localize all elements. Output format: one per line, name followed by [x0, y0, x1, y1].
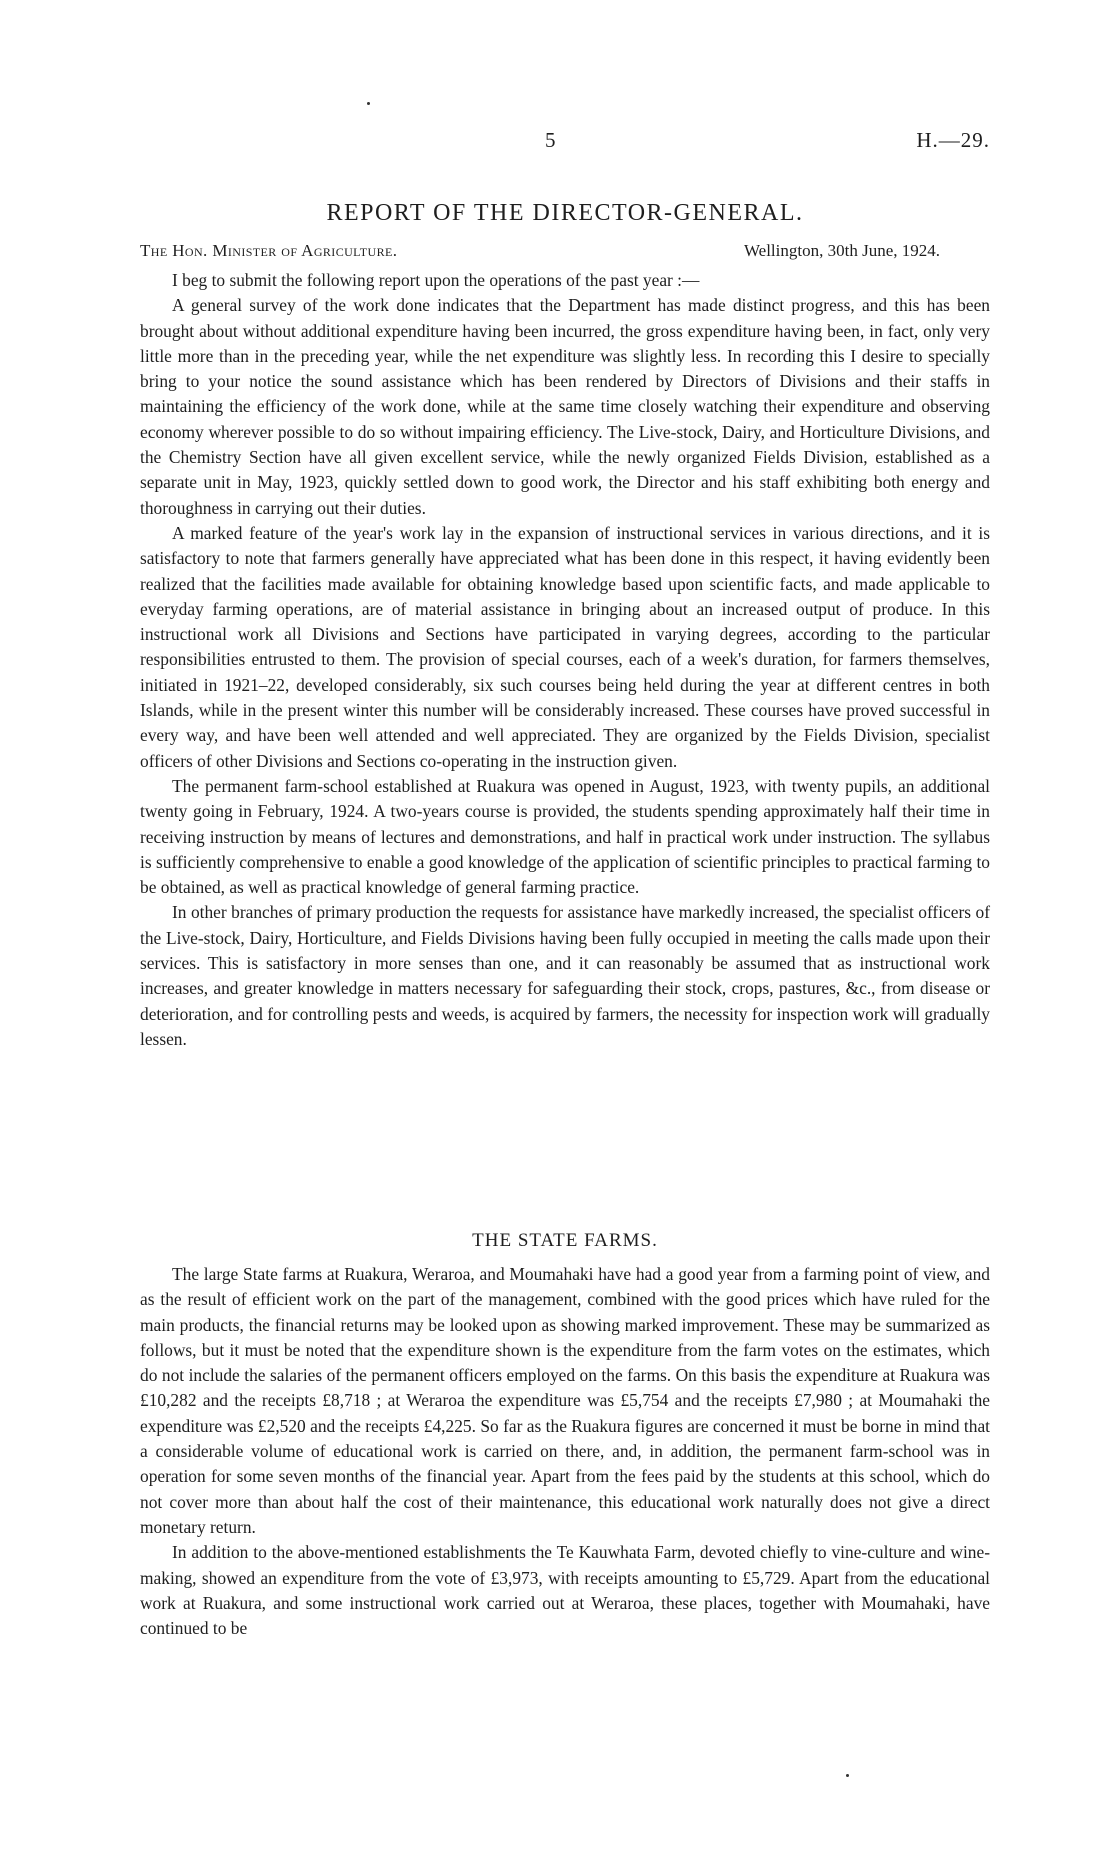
scan-speck [367, 102, 370, 105]
addressee: The Hon. Minister of Agriculture. [140, 241, 398, 260]
page-header [140, 128, 990, 158]
report-body [140, 268, 990, 1052]
paragraph: A general survey of the work done indicates that the Department has made distinct progress, and this has been brought about without additional expenditure having been incurred, the gross expenditure having been, in fact, only very little more than in the preceding year, while the net expenditure was slightly less. In recording this I desire to specially bring to your notice the sound assistance which has been rendered by Directors of Divisions and their staffs in maintaining the efficiency of the work done, while at the same time closely watching their expenditure and observing economy wherever possible to do so without impairing efficiency. The Live-stock, Dairy, and Horticulture Divisions, and the Chemistry Section have all given excellent service, while the newly organized Fields Division, established as a separate unit in May, 1923, quickly settled down to good work, the Director and his staff exhibiting both energy and thoroughness in carrying out their duties. [140, 295, 990, 518]
scan-speck [846, 1774, 849, 1777]
section-heading-state-farms: THE STATE FARMS. [472, 1230, 658, 1251]
paragraph: In addition to the above-mentioned establishments the Te Kauwhata Farm, devoted chiefly to vine-culture and wine-making, showed an expenditure from the vote of £3,973, with receipts amounting to £5,729. Apart from the educational work at Ruakura, and some instructional work carried out at Weraroa, these places, together with Moumahaki, have continued to be [140, 1542, 990, 1639]
paragraph: A marked feature of the year's work lay in the expansion of instructional services in various directions, and it is satisfactory to note that farmers generally have appreciated what has been done in this respect, it having evidently been realized that the facilities made available for obtaining knowledge based upon scientific facts, and made applicable to everyday farming operations, are of material assistance in bringing about an increased output of produce. In this instructional work all Divisions and Sections have participated in varying degrees, according to the particular responsibilities entrusted to them. The provision of special courses, each of a week's duration, for farmers themselves, initiated in 1921–22, developed considerably, six such courses being held during the year at different centres in both Islands, while in the present winter this number will be considerably increased. These courses have proved successful in every way, and have been well attended and well appreciated. They are organized by the Fields Division, specialist officers of other Divisions and Sections co-operating in the instruction given. [140, 522, 990, 771]
dateline: Wellington, 30th June, 1924. [743, 241, 940, 260]
address-row [140, 241, 990, 267]
paragraph: The large State farms at Ruakura, Weraroa, and Moumahaki have had a good year from a farming point of view, and as the result of efficient work on the part of the management, combined with the good prices which have ruled for the main products, the financial returns may be looked upon as showing marked improvement. These may be summarized as follows, but it must be noted that the expenditure shown is the expenditure from the farm votes on the estimates, which do not include the salaries of the permanent officers employed on the farms. On this basis the expenditure at Ruakura was £10,282 and the receipts £8,718 ; at Weraroa the expenditure was £5,754 and the receipts £7,980 ; at Moumahaki the expenditure was £2,520 and the receipts £4,225. So far as the Ruakura figures are concerned it must be borne in mind that a considerable volume of educational work is carried on there, and, in addition, the permanent farm-school was in operation for some seven months of the financial year. Apart from the fees paid by the students at this school, which do not cover more than about half the cost of their maintenance, this educational work naturally does not give a direct monetary return. [140, 1264, 990, 1537]
state-farms-body [140, 1262, 990, 1641]
document-code: H.—29. [916, 128, 990, 152]
paragraph: I beg to submit the following report upon the operations of the past year :— [172, 270, 700, 290]
page-number: 5 [545, 128, 556, 152]
paragraph: The permanent farm-school established at Ruakura was opened in August, 1923, with twenty pupils, an additional twenty going in February, 1924. A two-years course is provided, the students spending approximately half their time in receiving instruction by means of lectures and demonstrations, and half in practical work under instruction. The syllabus is sufficiently comprehensive to enable a good knowledge of the application of scientific principles to practical farming to be obtained, as well as practical knowledge of general farming practice. [140, 775, 990, 898]
paragraph: In other branches of primary production the requests for assistance have markedly increased, the specialist officers of the Live-stock, Dairy, Horticulture, and Fields Divisions having been fully occupied in meeting the calls made upon their services. This is satisfactory in more senses than one, and it can reasonably be assumed that as instructional work increases, and greater knowledge in matters necessary for safeguarding their stock, crops, pastures, &c., from disease or deterioration, and for controlling pests and weeds, is acquired by farmers, the necessity for inspection work will gradually lessen. [140, 902, 990, 1049]
report-title: REPORT OF THE DIRECTOR-GENERAL. [326, 200, 804, 226]
